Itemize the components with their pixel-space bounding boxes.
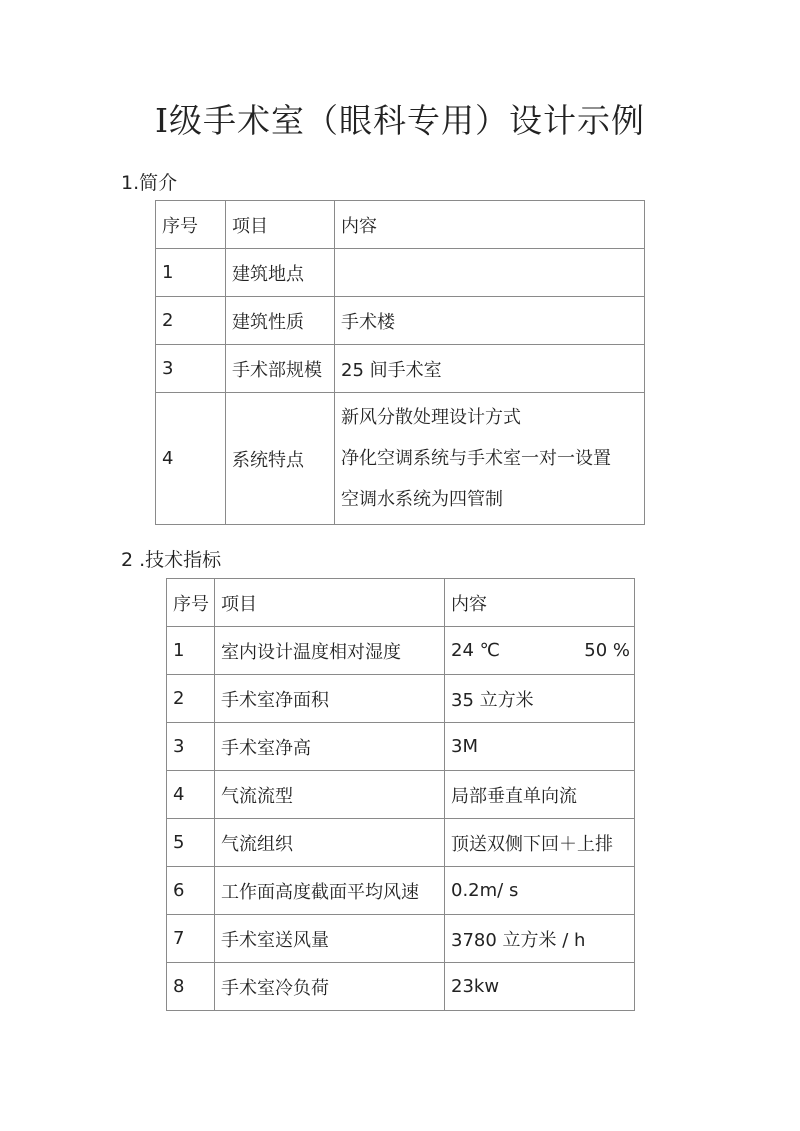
row-no: 1 [156, 249, 226, 297]
table-row [156, 345, 645, 393]
specs-table [166, 578, 635, 1011]
header-content: 内容 [445, 579, 635, 627]
row-content: 顶送双侧下回＋上排 [445, 819, 635, 867]
row-item: 系统特点 [226, 393, 335, 525]
header-item: 项目 [226, 201, 335, 249]
row-no: 4 [156, 393, 226, 525]
row-item: 工作面高度截面平均风速 [215, 867, 445, 915]
header-no: 序号 [167, 579, 215, 627]
header-no: 序号 [156, 201, 226, 249]
table-header-row [167, 579, 635, 627]
row-item: 建筑性质 [226, 297, 335, 345]
row-content: 局部垂直单向流 [445, 771, 635, 819]
row-item: 建筑地点 [226, 249, 335, 297]
intro-table [155, 200, 645, 525]
table-row [167, 627, 635, 675]
row-item: 手术部规模 [226, 345, 335, 393]
row-no: 6 [167, 867, 215, 915]
row-item: 气流流型 [215, 771, 445, 819]
row-content: 手术楼 [335, 297, 645, 345]
section-heading-intro: 1.简介 [121, 172, 178, 194]
row-no: 1 [167, 627, 215, 675]
row-content [445, 627, 635, 675]
row-no: 4 [167, 771, 215, 819]
table-row [167, 963, 635, 1011]
row-no: 2 [156, 297, 226, 345]
table-row [156, 297, 645, 345]
row-item: 室内设计温度相对湿度 [215, 627, 445, 675]
page-title: Ⅰ级手术室（眼科专用）设计示例 [154, 101, 646, 140]
row-content: 23kw [445, 963, 635, 1011]
row-content: 25 间手术室 [335, 345, 645, 393]
table-row [167, 867, 635, 915]
content-line: 空调水系统为四管制 [341, 489, 503, 510]
row-item: 手术室净面积 [215, 675, 445, 723]
row-content: 3780 立方米 / h [445, 915, 635, 963]
header-content: 内容 [335, 201, 645, 249]
row-content [335, 249, 645, 297]
row-no: 8 [167, 963, 215, 1011]
row-content [335, 393, 645, 525]
row-item: 手术室冷负荷 [215, 963, 445, 1011]
temperature-value: 24 ℃ [451, 640, 500, 661]
humidity-value: 50 % [584, 640, 630, 661]
row-item: 气流组织 [215, 819, 445, 867]
row-content: 35 立方米 [445, 675, 635, 723]
table-row [167, 819, 635, 867]
header-item: 项目 [215, 579, 445, 627]
table-row [167, 771, 635, 819]
table-header-row [156, 201, 645, 249]
row-content: 3M [445, 723, 635, 771]
row-no: 7 [167, 915, 215, 963]
content-line: 新风分散处理设计方式 [341, 407, 521, 428]
row-no: 3 [156, 345, 226, 393]
content-line: 净化空调系统与手术室一对一设置 [341, 448, 611, 469]
table-row [156, 249, 645, 297]
row-no: 5 [167, 819, 215, 867]
row-item: 手术室净高 [215, 723, 445, 771]
table-row [167, 675, 635, 723]
table-row [156, 393, 645, 525]
row-content: 0.2m/ s [445, 867, 635, 915]
row-no: 2 [167, 675, 215, 723]
table-row [167, 723, 635, 771]
table-row [167, 915, 635, 963]
section-heading-specs: 2 .技术指标 [121, 549, 222, 571]
row-item: 手术室送风量 [215, 915, 445, 963]
row-no: 3 [167, 723, 215, 771]
